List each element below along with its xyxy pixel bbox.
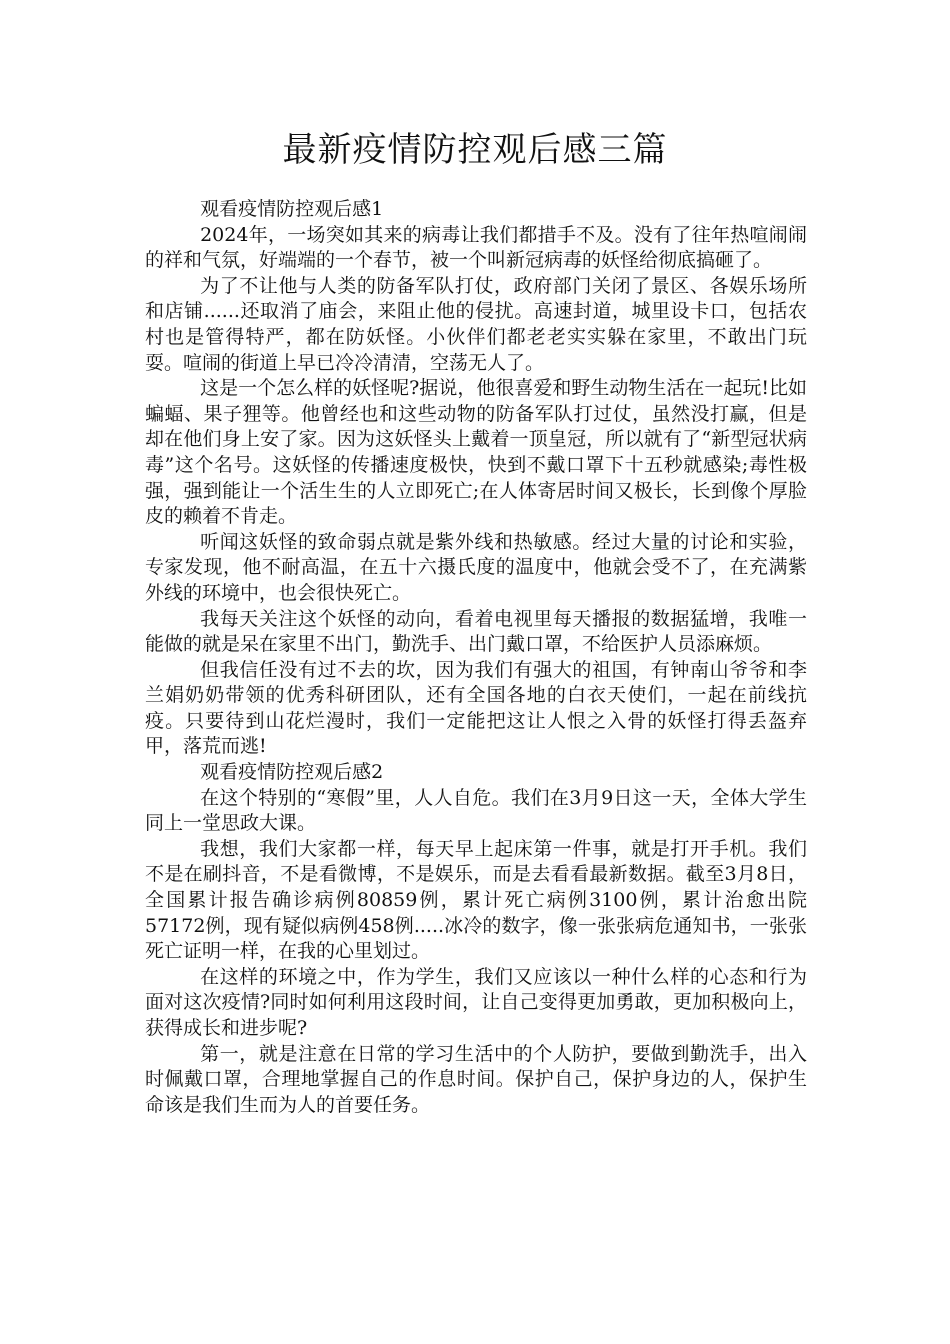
paragraph: 在这样的环境之中，作为学生，我们又应该以一种什么样的心态和行为面对这次疫情?同时如何利用这段时间，让自己变得更加勇敢，更加积极向上，获得成长和进步呢?: [145, 965, 807, 1039]
paragraph: 我想，我们大家都一样，每天早上起床第一件事，就是打开手机。我们不是在刷抖音，不是看微博，不是娱乐，而是去看看最新数据。截至3月8日，全国累计报告确诊病例80859例，累计死亡病例3100例，累计治愈出院57172例，现有疑似病例458例.....冰冷的数字，像一张张病危通知书，一张张死亡证明一样，在我的心里划过。: [145, 837, 807, 963]
paragraph: 在这个特别的“寒假”里，人人自危。我们在3月9日这一天，全体大学生同上一堂思政大课。: [145, 786, 807, 835]
paragraph: 这是一个怎么样的妖怪呢?据说，他很喜爱和野生动物生活在一起玩!比如蝙蝠、果子狸等。他曾经也和这些动物的防备军队打过仗，虽然没打赢，但是却在他们身上安了家。因为这妖怪头上戴着一顶皇冠，所以就有了“新型冠状病毒”这个名号。这妖怪的传播速度极快，快到不戴口罩下十五秒就感染;毒性极强，强到能让一个活生生的人立即死亡;在人体寄居时间又极长，长到像个厚脸皮的赖着不肯走。: [145, 377, 807, 528]
section-heading-1: 观看疫情防控观后感1: [200, 198, 384, 220]
paragraph: 但我信任没有过不去的坎，因为我们有强大的祖国，有钟南山爷爷和李兰娟奶奶带领的优秀科研团队，还有全国各地的白衣天使们，一起在前线抗疫。只要待到山花烂漫时，我们一定能把这让人恨之入骨的妖怪打得丢盔弃甲，落荒而逃!: [145, 658, 807, 758]
paragraph: 2024年，一场突如其来的病毒让我们都措手不及。没有了往年热喧闹闹的祥和气氛，好端端的一个春节，被一个叫新冠病毒的妖怪给彻底搞砸了。: [145, 223, 807, 272]
document-title: 最新疫情防控观后感三篇: [282, 130, 668, 170]
paragraph: 我每天关注这个妖怪的动向，看着电视里每天播报的数据猛增，我唯一能做的就是呆在家里不出门，勤洗手、出门戴口罩，不给医护人员添麻烦。: [145, 607, 807, 656]
paragraph: 听闻这妖怪的致命弱点就是紫外线和热敏感。经过大量的讨论和实验，专家发现，他不耐高温，在五十六摄氏度的温度中，他就会受不了，在充满紫外线的环境中，也会很快死亡。: [145, 530, 807, 604]
document-body: [145, 197, 807, 1118]
section-heading-2: 观看疫情防控观后感2: [200, 761, 384, 784]
paragraph: 为了不让他与人类的防备军队打仗，政府部门关闭了景区、各娱乐场所和店铺......还取消了庙会，来阻止他的侵扰。高速封道，城里设卡口，包括农村也是管得特严，都在防妖怪。小伙伴们都老老实实躲在家里，不敢出门玩耍。喧闹的街道上早已冷冷清清，空荡无人了。: [145, 274, 807, 374]
paragraph: 第一，就是注意在日常的学习生活中的个人防护，要做到勤洗手，出入时佩戴口罩，合理地掌握自己的作息时间。保护自己，保护身边的人，保护生命该是我们生而为人的首要任务。: [145, 1042, 807, 1116]
